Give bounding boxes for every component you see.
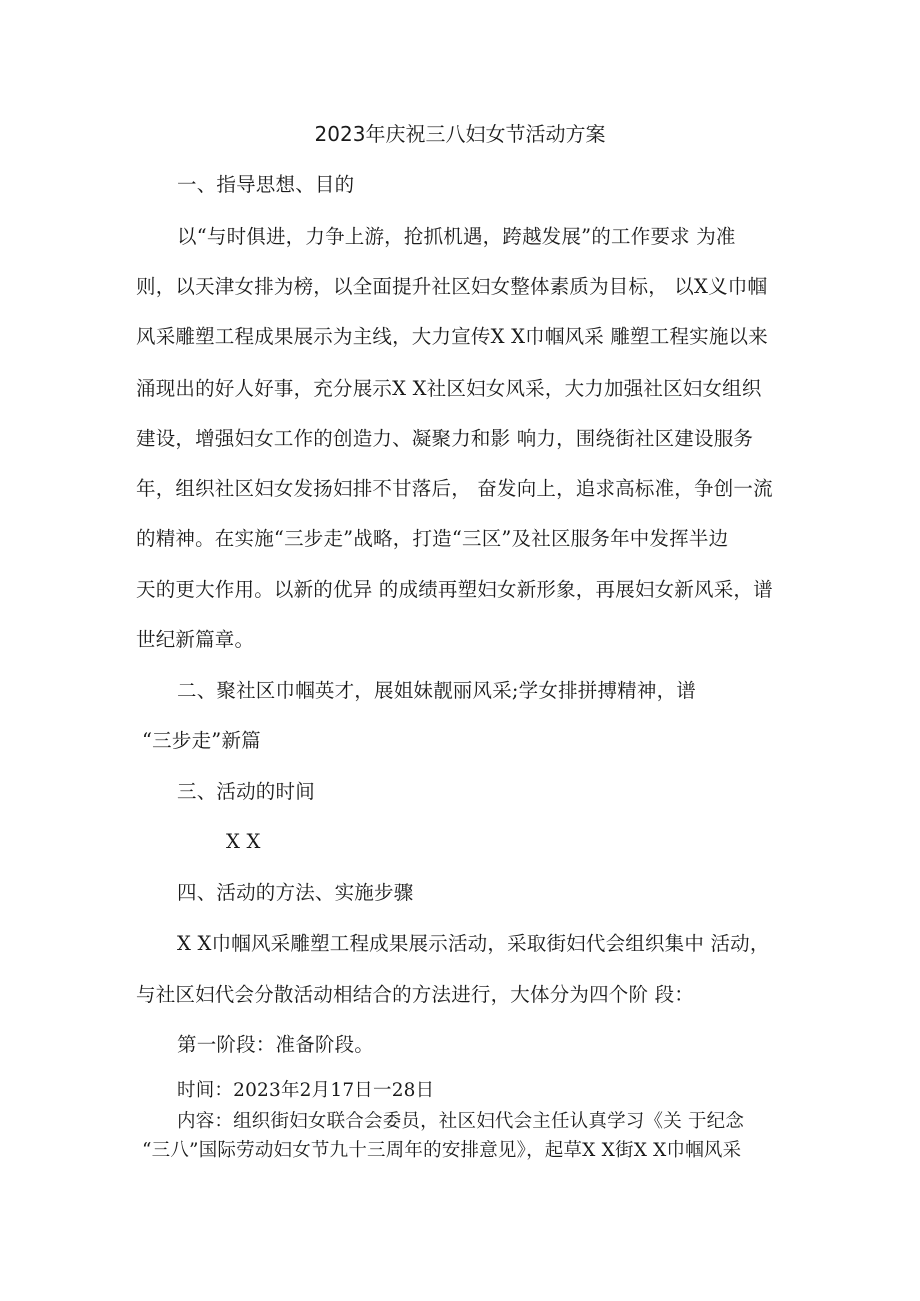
paragraph-line: 世纪新篇章。: [136, 628, 255, 651]
stage-content-line: 内容：组织街妇女联合会委员，社区妇代会主任认真学习《关 于纪念: [177, 1111, 745, 1132]
section-heading-gather-talent: 二、聚社区巾帼英才，展姐妹靓丽风采;学女排拼搏精神，谱: [177, 679, 696, 702]
stage-heading-preparation: 第一阶段：准备阶段。: [177, 1033, 375, 1056]
paragraph-line: 的精神。在实施“三步走”战略，打造“三区”及社区服务年中发挥半边: [136, 527, 729, 550]
paragraph-line: X X巾帼风采雕塑工程成果展示活动，采取街妇代会组织集中 活动，: [177, 932, 770, 955]
paragraph-line: 年，组织社区妇女发扬妇排不甘落后， 奋发向上，追求高标准，争创一流: [136, 477, 773, 500]
paragraph-line: 天的更大作用。以新的优异 的成绩再塑妇女新形象，再展妇女新风采，谱: [136, 578, 773, 601]
paragraph-line: 涌现出的好人好事，充分展示X X社区妇女风采，大力加强社区妇女组织: [136, 377, 762, 400]
document-title: 2023年庆祝三八妇女节活动方案: [314, 122, 606, 146]
paragraph-line: 建设，增强妇女工作的创造力、凝聚力和影 响力，围绕街社区建设服务: [136, 427, 754, 450]
paragraph-line: 风采雕塑工程成果展示为主线，大力宣传X X巾帼风采 雕塑工程实施以来: [136, 325, 768, 348]
stage-time: 时间：2023年2月17日一28日: [177, 1080, 435, 1101]
paragraph-line: 则，以天津女排为榜，以全面提升社区妇女整体素质为目标， 以X义巾帼: [136, 275, 768, 298]
activity-time-value: X X: [226, 830, 261, 853]
section-heading-methods-steps: 四、活动的方法、实施步骤: [177, 881, 414, 904]
section-heading-guiding-thought: 一、指导思想、目的: [177, 173, 355, 196]
paragraph-line: 以“与时俱进，力争上游，抢抓机遇，跨越发展”的工作要求 为准: [177, 225, 736, 248]
section-heading-activity-time: 三、活动的时间: [177, 780, 315, 803]
paragraph-line: 与社区妇代会分散活动相结合的方法进行，大体分为四个阶 段：: [136, 983, 694, 1006]
section-heading-gather-talent-cont: “三步走”新篇: [142, 729, 261, 752]
stage-content-line: “三八”国际劳动妇女节九十三周年的安排意见》，起草X X街X X巾帼风采: [142, 1140, 742, 1161]
